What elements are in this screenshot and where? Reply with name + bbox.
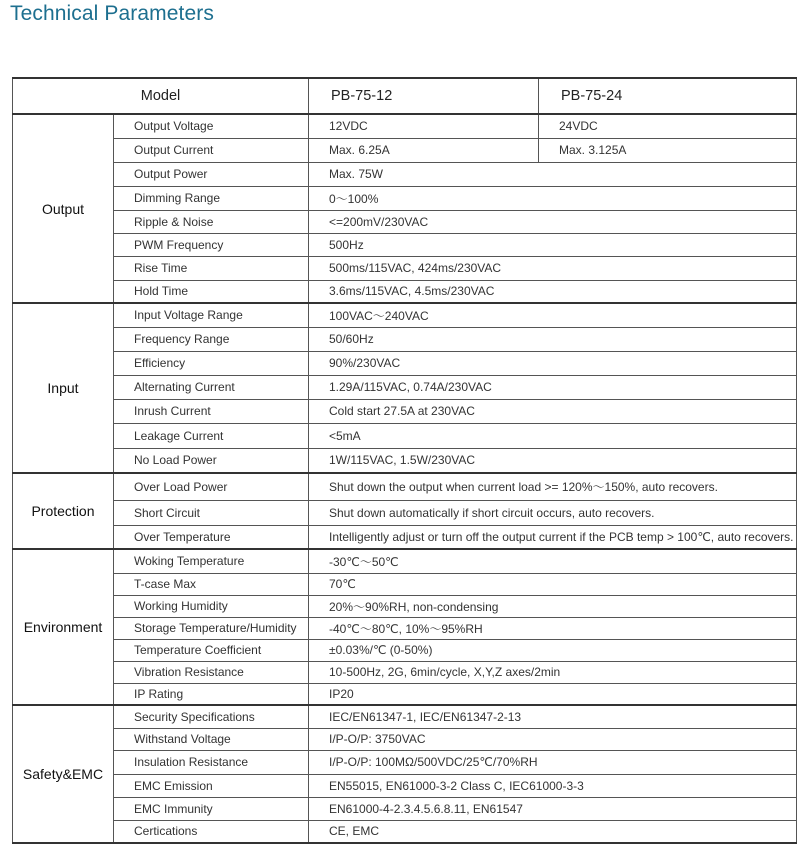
- param-label: Storage Temperature/Humidity: [114, 617, 309, 639]
- model-header: Model: [13, 78, 309, 114]
- group-protection: Protection: [13, 473, 114, 549]
- group-output: Output: [13, 114, 114, 303]
- table-row: [13, 595, 797, 617]
- param-label: Over Load Power: [114, 473, 309, 500]
- param-label: EMC Emission: [114, 774, 309, 797]
- table-row: [13, 351, 797, 375]
- param-value: Cold start 27.5A at 230VAC: [309, 399, 797, 423]
- table-row: [13, 750, 797, 774]
- param-value: -40℃～80℃, 10%～95%RH: [309, 617, 797, 639]
- param-label: Short Circuit: [114, 500, 309, 525]
- model-pb-75-24: PB-75-24: [539, 78, 797, 114]
- group-safety-emc: Safety&EMC: [13, 705, 114, 843]
- table-row: [13, 233, 797, 256]
- table-row: [13, 303, 797, 327]
- table-row: [13, 774, 797, 797]
- param-value: 10-500Hz, 2G, 6min/cycle, X,Y,Z axes/2min: [309, 661, 797, 683]
- spec-body: [13, 114, 797, 843]
- param-value-pb-75-24: 24VDC: [539, 114, 797, 138]
- table-row: [13, 797, 797, 820]
- param-label: Rise Time: [114, 256, 309, 280]
- param-value: IP20: [309, 683, 797, 705]
- param-value: Shut down automatically if short circuit occurs, auto recovers.: [309, 500, 797, 525]
- param-label: No Load Power: [114, 448, 309, 473]
- param-label: Insulation Resistance: [114, 750, 309, 774]
- param-label: Leakage Current: [114, 423, 309, 448]
- table-row: [13, 705, 797, 728]
- param-label: Dimming Range: [114, 186, 309, 210]
- param-value: 3.6ms/115VAC, 4.5ms/230VAC: [309, 280, 797, 303]
- param-label: PWM Frequency: [114, 233, 309, 256]
- table-row: [13, 448, 797, 473]
- table-row: [13, 617, 797, 639]
- technical-parameters-table: [12, 77, 797, 844]
- param-label: IP Rating: [114, 683, 309, 705]
- param-label: Output Current: [114, 138, 309, 162]
- param-label: Security Specifications: [114, 705, 309, 728]
- param-value: 500Hz: [309, 233, 797, 256]
- param-label: Frequency Range: [114, 327, 309, 351]
- param-value: 1W/115VAC, 1.5W/230VAC: [309, 448, 797, 473]
- table-row: [13, 138, 797, 162]
- table-row: [13, 327, 797, 351]
- param-label: Hold Time: [114, 280, 309, 303]
- param-label: EMC Immunity: [114, 797, 309, 820]
- table-row: [13, 423, 797, 448]
- param-value: <5mA: [309, 423, 797, 448]
- param-label: Alternating Current: [114, 375, 309, 399]
- param-value-pb-75-24: Max. 3.125A: [539, 138, 797, 162]
- table-row: [13, 473, 797, 500]
- table-row: [13, 549, 797, 573]
- param-value: -30℃～50℃: [309, 549, 797, 573]
- table-row: [13, 210, 797, 233]
- table-row: [13, 639, 797, 661]
- param-label: Vibration Resistance: [114, 661, 309, 683]
- table-row: [13, 186, 797, 210]
- param-label: Output Power: [114, 162, 309, 186]
- page-title: Technical Parameters: [10, 2, 214, 25]
- param-value: 20%～90%RH, non-condensing: [309, 595, 797, 617]
- param-value: 1.29A/115VAC, 0.74A/230VAC: [309, 375, 797, 399]
- param-value: Intelligently adjust or turn off the output current if the PCB temp > 100℃, auto recovers.: [309, 525, 797, 549]
- param-value-pb-75-12: 12VDC: [309, 114, 539, 138]
- param-value: Max. 75W: [309, 162, 797, 186]
- param-value: 90%/230VAC: [309, 351, 797, 375]
- param-label: Certications: [114, 820, 309, 843]
- header-row: [13, 78, 797, 114]
- table-row: [13, 280, 797, 303]
- table-row: [13, 573, 797, 595]
- group-environment: Environment: [13, 549, 114, 705]
- param-value: 70℃: [309, 573, 797, 595]
- table-row: [13, 525, 797, 549]
- param-value: I/P-O/P: 3750VAC: [309, 728, 797, 750]
- param-value-pb-75-12: Max. 6.25A: [309, 138, 539, 162]
- param-value: 100VAC～240VAC: [309, 303, 797, 327]
- table-row: [13, 661, 797, 683]
- param-label: Temperature Coefficient: [114, 639, 309, 661]
- param-label: Over Temperature: [114, 525, 309, 549]
- param-value: Shut down the output when current load >= 120%～150%, auto recovers.: [309, 473, 797, 500]
- model-pb-75-12: PB-75-12: [309, 78, 539, 114]
- group-input: Input: [13, 303, 114, 473]
- table-row: [13, 500, 797, 525]
- param-value: 0～100%: [309, 186, 797, 210]
- param-label: Withstand Voltage: [114, 728, 309, 750]
- param-label: T-case Max: [114, 573, 309, 595]
- param-value: EN55015, EN61000-3-2 Class C, IEC61000-3-3: [309, 774, 797, 797]
- table-row: [13, 728, 797, 750]
- table-row: [13, 820, 797, 843]
- table-row: [13, 162, 797, 186]
- param-label: Working Humidity: [114, 595, 309, 617]
- table-row: [13, 683, 797, 705]
- param-value: I/P-O/P: 100MΩ/500VDC/25℃/70%RH: [309, 750, 797, 774]
- table-row: [13, 375, 797, 399]
- param-value: ±0.03%/℃ (0-50%): [309, 639, 797, 661]
- param-value: <=200mV/230VAC: [309, 210, 797, 233]
- table-row: [13, 256, 797, 280]
- table-row: [13, 114, 797, 138]
- param-label: Output Voltage: [114, 114, 309, 138]
- param-value: IEC/EN61347-1, IEC/EN61347-2-13: [309, 705, 797, 728]
- param-label: Woking Temperature: [114, 549, 309, 573]
- param-value: 500ms/115VAC, 424ms/230VAC: [309, 256, 797, 280]
- param-value: EN61000-4-2.3.4.5.6.8.11, EN61547: [309, 797, 797, 820]
- param-label: Ripple & Noise: [114, 210, 309, 233]
- param-value: 50/60Hz: [309, 327, 797, 351]
- param-label: Inrush Current: [114, 399, 309, 423]
- param-label: Efficiency: [114, 351, 309, 375]
- table-row: [13, 399, 797, 423]
- param-value: CE, EMC: [309, 820, 797, 843]
- param-label: Input Voltage Range: [114, 303, 309, 327]
